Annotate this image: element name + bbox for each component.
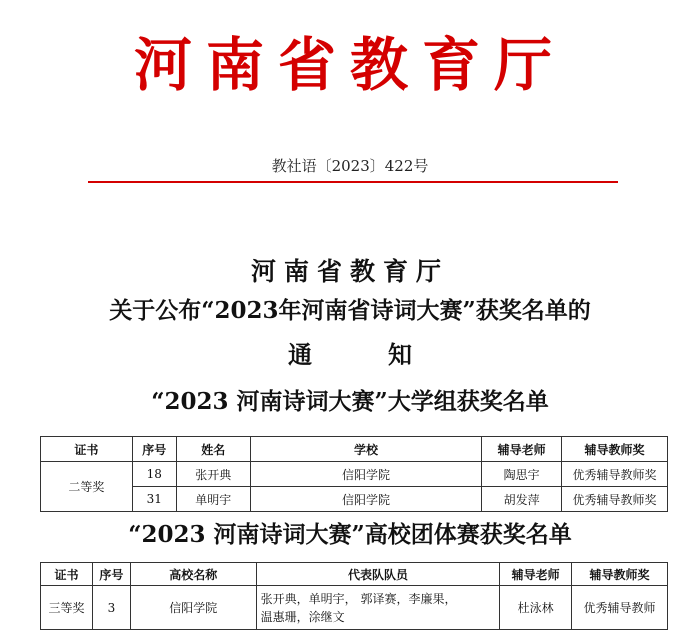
team-competition-table (40, 562, 668, 630)
header-name: 姓名 (176, 437, 250, 462)
header-teacher-award: 辅导教师奖 (572, 563, 668, 586)
header-school: 学校 (250, 437, 482, 462)
teacher-cell: 胡发萍 (482, 487, 562, 512)
school-cell: 信阳学院 (250, 487, 482, 512)
red-divider (88, 181, 618, 183)
header-teacher: 辅导老师 (500, 563, 572, 586)
header-number: 序号 (132, 437, 176, 462)
section1-heading: “2023 河南诗词大赛”大学组获奖名单 (151, 388, 549, 415)
header-teacher: 辅导老师 (482, 437, 562, 462)
header-teacher-award: 辅导教师奖 (562, 437, 668, 462)
members-line: 温惠珊，涂继文 (260, 609, 345, 624)
award-cell: 二等奖 (41, 462, 133, 512)
name-cell: 张开典 (176, 462, 250, 487)
notice-title-line2: 关于公布“2023年河南省诗词大赛”获奖名单的 (109, 297, 591, 324)
notice-title-char-1: 通 (288, 340, 312, 369)
masthead-title: 河南省教育厅 (133, 31, 566, 99)
number-cell: 18 (132, 462, 176, 487)
table-row (41, 487, 668, 512)
header-university-name: 高校名称 (130, 563, 256, 586)
university-group-table (40, 436, 668, 512)
document-number: 教社语〔2023〕422号 (271, 157, 429, 175)
school-cell: 信阳学院 (250, 462, 482, 487)
teacher-cell: 陶思宇 (482, 462, 562, 487)
header-team-members: 代表队队员 (256, 563, 500, 586)
header-certificate: 证书 (41, 563, 93, 586)
members-cell (256, 586, 500, 630)
table-row (41, 586, 668, 630)
teacher-cell: 杜泳林 (500, 586, 572, 630)
teacher-award-cell: 优秀辅导教师奖 (562, 487, 668, 512)
header-number: 序号 (92, 563, 130, 586)
number-cell: 3 (92, 586, 130, 630)
table-row (41, 462, 668, 487)
notice-title-char-2: 知 (388, 340, 412, 369)
teacher-award-cell: 优秀辅导教师奖 (562, 462, 668, 487)
members-line: 张开典，单明宇， 郭译赛，李廉果， (260, 591, 457, 606)
number-cell: 31 (132, 487, 176, 512)
school-cell: 信阳学院 (130, 586, 256, 630)
table-header-row (41, 437, 668, 462)
header-certificate: 证书 (41, 437, 133, 462)
section2-heading: “2023 河南诗词大赛”高校团体赛获奖名单 (128, 521, 572, 548)
table-header-row (41, 563, 668, 586)
award-cell: 三等奖 (41, 586, 93, 630)
name-cell: 单明宇 (176, 487, 250, 512)
teacher-award-cell: 优秀辅导教师 (572, 586, 668, 630)
notice-title-line1: 河南省教育厅 (250, 257, 449, 286)
